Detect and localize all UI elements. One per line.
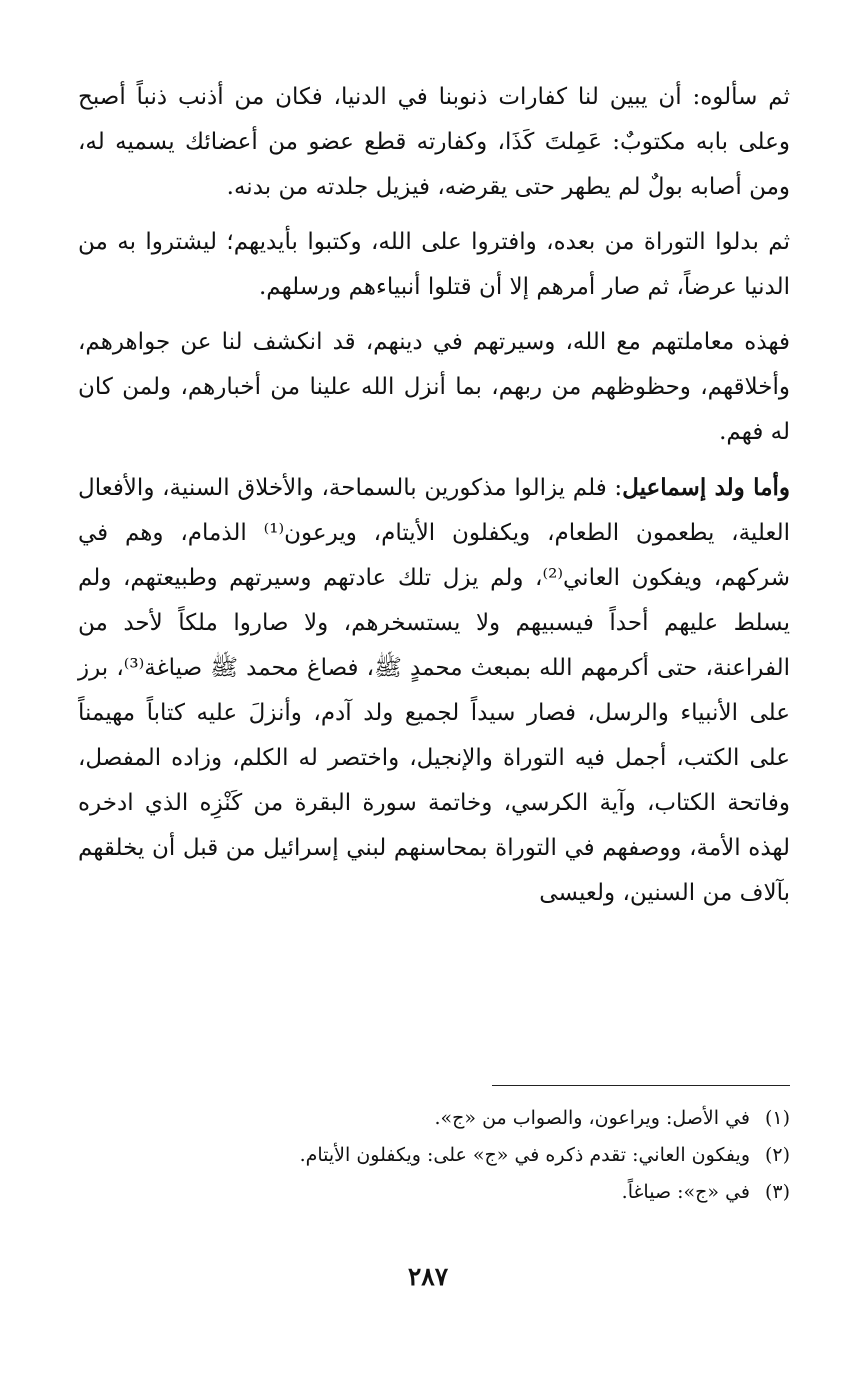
paragraph-4-text: : فلم يزالوا مذكورين بالسماحة، والأخلاق السنية، والأفعال العلية، يطعمون الطعام، ويكفلون الأيتام، ويرعون⁽¹⁾ الذمام، وهم في شركهم، ويفكون العاني⁽²⁾، ولم يزل تلك عادتهم وسيرتهم وطبيعتهم، ولم يسلط عليهم أحداً فيسبيهم ولا يستسخرهم، ولا صاروا ملكاً لأحد من الفراعنة، حتى أكرمهم الله بمبعث محمدٍ ﷺ، فصاغ محمد ﷺ صياغة⁽³⁾، برز على الأنبياء والرسل، فصار سيداً لجميع ولد آدم، وأنزلَ عليه كتاباً مهيمناً على الكتب، أجمل فيه التوراة والإنجيل، واختصر له الكلم، وزاده المفصل، وفاتحة الكتاب، وآية الكرسي، وخاتمة سورة البقرة من كَنْزِه الذي ادخره لهذه الأمة، ووصفهم في التوراة بمحاسنهم لبني إسرائيل من قبل أن يخلقهم بآلاف من السنين، ولعيسى [78, 475, 790, 906]
page-number: ٢٨٧ [407, 1262, 449, 1291]
footnote-2 [78, 1137, 790, 1174]
paragraph-2-text: ثم بدلوا التوراة من بعده، وافتروا على الله، وكتبوا بأيديهم؛ ليشتروا به من الدنيا عرضاً، ثم صار أمرهم إلا أن قتلوا أنبياءهم ورسلهم. [78, 229, 790, 300]
paragraph-4-lead: وأما ولد إسماعيل [622, 474, 791, 501]
footnote-1-text: في الأصل: ويراعون، والصواب من «ج». [434, 1107, 750, 1129]
footnote-3-number: (٣) [764, 1181, 790, 1203]
footnote-2-text: ويفكون العاني: تقدم ذكره في «ج» على: ويكفلون الأيتام. [299, 1144, 750, 1166]
paragraph-4 [78, 465, 790, 916]
paragraph-3-text: فهذه معاملتهم مع الله، وسيرتهم في دينهم، قد انكشف لنا عن جواهرهم، وأخلاقهم، وحظوظهم من ربهم، بما أنزل الله علينا من أخبارهم، ولمن كان له فهم. [78, 329, 790, 445]
footnote-2-number: (٢) [764, 1144, 790, 1166]
paragraph-3 [78, 320, 790, 455]
main-text [78, 75, 790, 926]
footnote-1 [78, 1100, 790, 1137]
paragraph-2 [78, 220, 790, 310]
footnote-3 [78, 1174, 790, 1211]
paragraph-1 [78, 75, 790, 210]
footnotes [78, 1100, 790, 1211]
footnote-divider [492, 1085, 790, 1086]
footnote-1-number: (١) [764, 1107, 790, 1129]
footnote-3-text: في «ج»: صياغاً. [621, 1181, 750, 1203]
paragraph-1-text: ثم سألوه: أن يبين لنا كفارات ذنوبنا في الدنيا، فكان من أذنب ذنباً أصبح وعلى بابه مكتوبٌ: عَمِلتَ كَذَا، وكفارته قطع عضو من أعضائك يسميه له، ومن أصابه بولٌ لم يطهر حتى يقرضه، فيزيل جلدته من بدنه. [78, 84, 790, 200]
